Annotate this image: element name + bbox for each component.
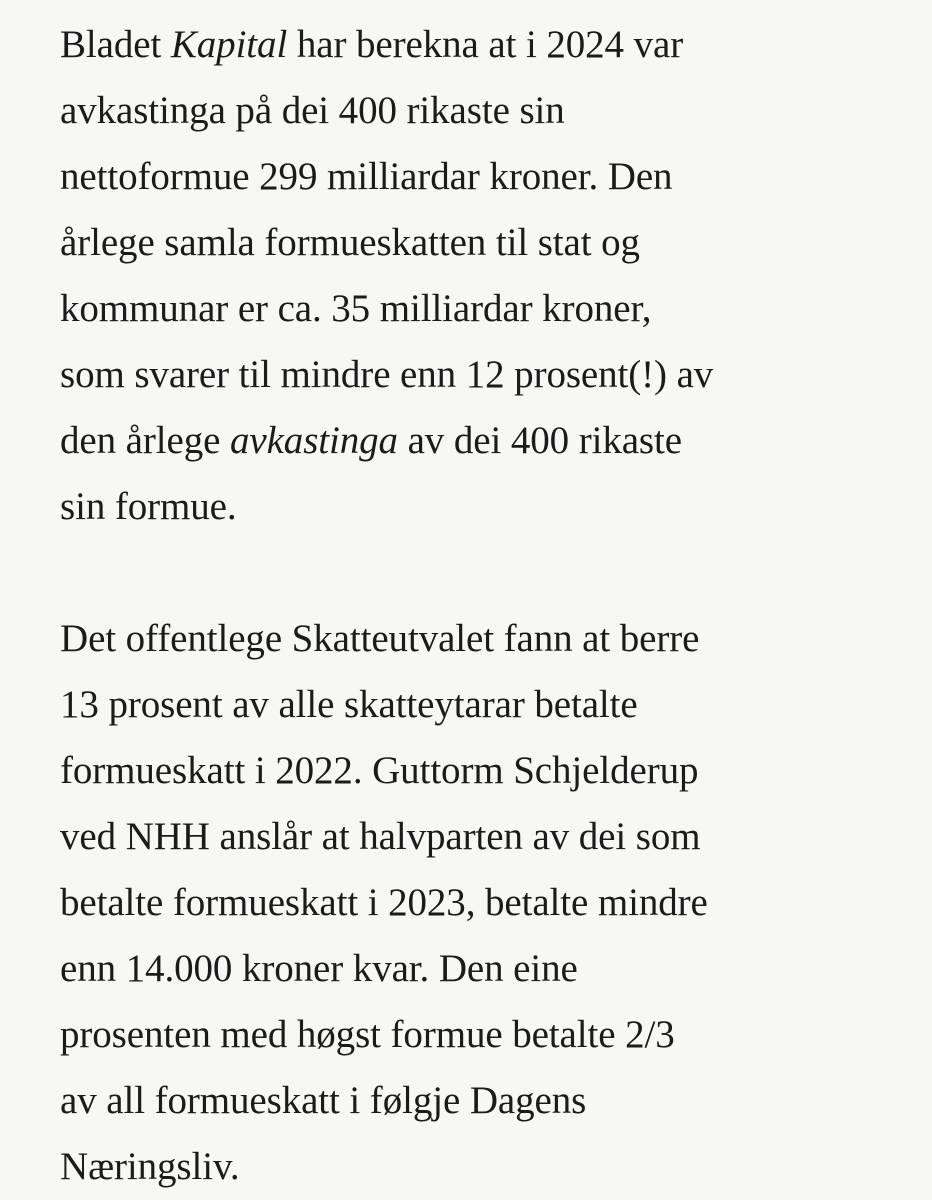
text-line: av all formueskatt i følgje Dagens bbox=[60, 1079, 587, 1122]
text-line: den årlege avkastinga av dei 400 rikaste bbox=[60, 419, 682, 462]
text-line: Næringsliv. bbox=[60, 1145, 240, 1188]
text-line: betalte formueskatt i 2023, betalte mindre bbox=[60, 881, 708, 924]
text-line: Bladet Kapital har berekna at i 2024 var bbox=[60, 23, 684, 66]
text-line: kommunar er ca. 35 milliardar kroner, bbox=[60, 287, 652, 330]
text-line: enn 14.000 kroner kvar. Den eine bbox=[60, 947, 578, 990]
text-line: nettoformue 299 milliardar kroner. Den bbox=[60, 155, 673, 198]
text-line: som svarer til mindre enn 12 prosent(!) av bbox=[60, 353, 714, 396]
text-line: ved NHH anslår at halvparten av dei som bbox=[60, 815, 701, 858]
text-line: avkastinga på dei 400 rikaste sin bbox=[60, 89, 565, 132]
text-line: prosenten med høgst formue betalte 2/3 bbox=[60, 1013, 675, 1056]
paragraph-kapital bbox=[60, 12, 890, 540]
paragraph-gap bbox=[60, 540, 890, 606]
text-line: 13 prosent av alle skatteytarar betalte bbox=[60, 683, 638, 726]
paragraph-skatteutvalet bbox=[60, 606, 890, 1200]
text-line: formueskatt i 2022. Guttorm Schjelderup bbox=[60, 749, 699, 792]
text-line: sin formue. bbox=[60, 485, 237, 528]
text-line: Det offentlege Skatteutvalet fann at berre bbox=[60, 617, 700, 660]
article-body bbox=[60, 12, 890, 1200]
text-line: årlege samla formueskatten til stat og bbox=[60, 221, 640, 264]
